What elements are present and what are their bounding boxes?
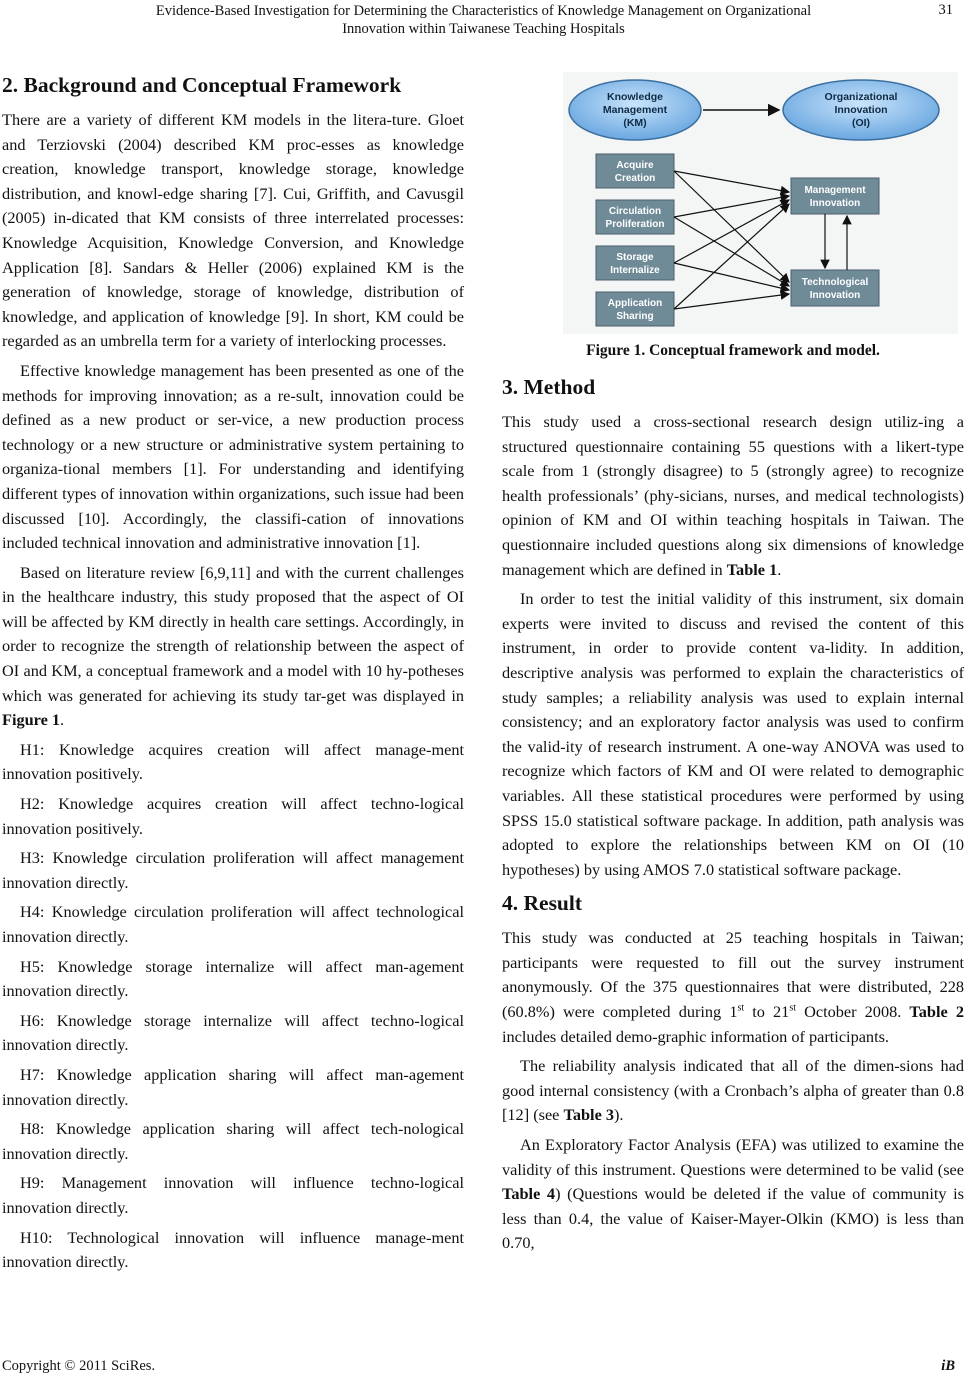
hypothesis-h6: H6: Knowledge storage internalize will affect techno-logical innovation directly. <box>2 1010 464 1055</box>
right-column <box>502 372 964 1261</box>
hypothesis-h7: H7: Knowledge application sharing will affect man-agement innovation directly. <box>2 1064 464 1109</box>
paragraph-result-efa: An Exploratory Factor Analysis (EFA) was utilized to examine the validity of this instrument. Questions were determined to be valid (see Table 4) (Questions would be deleted if the value of community is less than 0.4, the value of Kaiser-Mayer-Olkin (KMO) is less than 0.70, <box>502 1135 964 1253</box>
box-circulation-proliferation <box>596 200 674 234</box>
svg-text:Proliferation: Proliferation <box>605 219 665 230</box>
hypothesis-h2: H2: Knowledge acquires creation will affect techno-logical innovation positively. <box>2 794 464 838</box>
conceptual-framework-figure <box>563 72 958 334</box>
hypothesis-h9: H9: Management innovation will influence techno-logical innovation directly. <box>2 1173 464 1217</box>
svg-text:Sharing: Sharing <box>616 311 654 322</box>
svg-text:Acquire: Acquire <box>616 160 654 171</box>
running-header <box>0 2 967 38</box>
footer-copyright: Copyright © 2011 SciRes. <box>2 1358 156 1374</box>
svg-text:Application: Application <box>607 298 663 309</box>
paragraph-framework: Based on literature review [6,9,11] and with the current challenges in the healthcare industry, this study proposed that the aspect of OI will be affected by KM directly in health care settings. Accordingly, in order to recognize the strength of relationship between the aspect of OI and KM, a conceptual framework and a model with 10 hy-potheses which was generated for achieving its study tar-get was displayed in Figure 1. <box>2 562 464 730</box>
header-title-line1: Evidence-Based Investigation for Determining the Characteristics of Knowledge Management on Organizational <box>155 3 812 19</box>
oi-label-3: (OI) <box>851 117 871 129</box>
km-label-1: Knowledge <box>606 91 664 103</box>
svg-text:Creation: Creation <box>614 173 656 184</box>
hypothesis-h5: H5: Knowledge storage internalize will affect man-agement innovation directly. <box>2 956 464 1001</box>
table4-reference[interactable]: Table 4 <box>502 1184 556 1204</box>
hypothesis-h3: H3: Knowledge circulation proliferation will affect management innovation directly. <box>2 848 464 892</box>
box-storage-internalize <box>596 246 674 280</box>
table3-reference[interactable]: Table 3 <box>563 1105 615 1125</box>
section-heading-method: 3. Method <box>502 375 596 399</box>
section-heading-background: 2. Background and Conceptual Framework <box>2 73 402 97</box>
figure-reference[interactable]: Figure 1 <box>2 710 61 730</box>
footer-journal: iB <box>941 1358 955 1374</box>
svg-text:Circulation: Circulation <box>608 206 662 217</box>
svg-text:Technological: Technological <box>801 277 869 288</box>
svg-text:Storage: Storage <box>616 252 654 263</box>
paragraph-innovation: Effective knowledge management has been presented as one of the methods for improving innovation; as a re-sult, innovation could be defined as a new product or ser-vice, a new production process technology or a new structure or administrative system pertaining to organiza-tional members [1]. For understanding and identifying different types of innovation within organizations, such issue had been discussed [10]. Accordingly, the classifi-cation of innovations included technical innovation and administrative innovation [1]. <box>2 360 464 553</box>
left-column <box>2 70 464 1280</box>
hypothesis-h4: H4: Knowledge circulation proliferation will affect technological innovation directly. <box>2 902 464 946</box>
svg-text:Innovation: Innovation <box>809 198 861 209</box>
oi-ellipse <box>783 80 939 140</box>
km-ellipse <box>569 80 701 140</box>
box-management-innovation <box>791 178 879 214</box>
km-label-3: (KM) <box>623 117 647 129</box>
oi-label-1: Organizational <box>824 91 898 103</box>
header-title-line2: Innovation within Taiwanese Teaching Hospitals <box>342 21 625 37</box>
table2-reference[interactable]: Table 2 <box>909 1002 964 1022</box>
box-technological-innovation <box>791 270 879 306</box>
paragraph-method-validity: In order to test the initial validity of this instrument, six domain experts were invited to discuss and revised the content of this instrument, in order to provide content va-lidity. In addition, descriptive analysis was performed to explain the characteristics of study samples; a reliability analysis was used to explain internal consistency; and an exploratory factor analysis was used to confirm the valid-ity of research instrument. A one-way ANOVA was used to recognize which factors of KM and OI were related to demographic variables. All these statistical procedures were performed by using SPSS 15.0 statistical software package. In addition, path analysis was adopted to explore the relationships between KM on OI (10 hypotheses) by using AMOS 7.0 statistical software package. <box>502 589 964 879</box>
oi-label-2: Innovation <box>834 104 888 116</box>
figure-caption: Figure 1. Conceptual framework and model. <box>586 342 880 359</box>
box-application-sharing <box>596 292 674 326</box>
hypothesis-h8: H8: Knowledge application sharing will affect tech-nological innovation directly. <box>2 1119 464 1163</box>
section-heading-result: 4. Result <box>502 891 583 916</box>
km-label-2: Management <box>602 104 668 116</box>
box-acquire-creation <box>596 154 674 188</box>
paragraph-method-design: This study used a cross-sectional research design utiliz-ing a structured questionnaire containing 55 questions with a likert-type scale from 1 (strongly disagree) to 5 (strongly agree) to recognize health professionals’ (phy-sicians, nurses, and medical technologists) opinion of KM and OI within teaching hospitals in Taiwan. The questionnaire included questions along six dimensions of knowledge management which are defined in Table 1. <box>502 412 964 579</box>
paragraph-result-reliability: The reliability analysis indicated that all of the dimen-sions had good internal consistency (with a Cronbach’s alpha of greater than 0.8 [12] (see Table 3). <box>502 1056 964 1125</box>
paragraph-km-models: There are a variety of different KM models in the litera-ture. Gloet and Terziovski (2004) described KM proc-esses as knowledge creation, knowledge transport, knowledge storage, knowledge distribution, and knowl-edge sharing [7]. Cui, Griffith, and Cavusgil (2005) in-dicated that KM consists of three interrelated processes: Knowledge Acquisition, Knowledge Conversion, and Knowledge Application [8]. Sandars & Heller (2006) explained KM is the generation of knowledge, storage of knowledge, distribution of knowledge, and application of knowledge [9]. In short, KM could be regarded as an umbrella term for a variety of interlocking processes. <box>2 110 464 351</box>
svg-text:Management: Management <box>804 185 866 196</box>
hypothesis-h1: H1: Knowledge acquires creation will affect manage-ment innovation positively. <box>2 739 464 784</box>
hypothesis-h10: H10: Technological innovation will influence manage-ment innovation directly. <box>2 1227 464 1272</box>
table1-reference[interactable]: Table 1 <box>726 559 778 579</box>
svg-text:Internalize: Internalize <box>610 265 660 276</box>
svg-text:Innovation: Innovation <box>809 290 861 301</box>
page-number: 31 <box>938 2 953 18</box>
paragraph-result-participants: This study was conducted at 25 teaching hospitals in Taiwan; participants were requested to fill out the survey instrument anonymously. Of the 375 questionnaires that were distributed, 228 (60.8%) were completed during 1st to 21st October 2008. Table 2 includes detailed demo-graphic information of participants. <box>502 928 964 1046</box>
